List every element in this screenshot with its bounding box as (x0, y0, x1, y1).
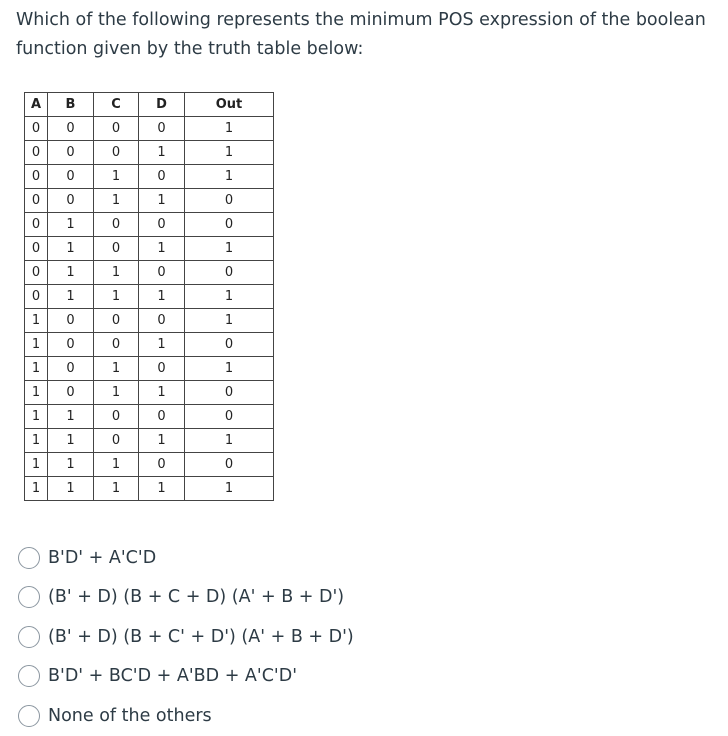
header-c: C (94, 93, 139, 117)
table-cell: 0 (48, 189, 94, 213)
answer-option-label[interactable]: B'D' + BC'D + A'BD + A'C'D' (48, 666, 298, 687)
table-cell: 1 (25, 309, 48, 333)
table-cell: 1 (25, 453, 48, 477)
table-row (25, 333, 274, 357)
table-cell: 0 (94, 237, 139, 261)
table-cell: 1 (185, 429, 274, 453)
header-b: B (48, 93, 94, 117)
table-cell: 1 (94, 261, 139, 285)
table-cell: 0 (94, 429, 139, 453)
table-cell: 1 (48, 453, 94, 477)
table-cell: 1 (25, 477, 48, 501)
answer-option-label[interactable]: (B' + D) (B + C' + D') (A' + B + D') (48, 626, 354, 647)
radio-button[interactable] (18, 547, 40, 569)
table-cell: 1 (185, 285, 274, 309)
radio-button[interactable] (18, 626, 40, 648)
table-cell: 1 (139, 237, 185, 261)
table-cell: 1 (94, 477, 139, 501)
table-cell: 1 (94, 189, 139, 213)
truth-table (24, 92, 274, 501)
answer-option[interactable] (18, 657, 354, 697)
table-cell: 0 (25, 141, 48, 165)
table-cell: 1 (94, 165, 139, 189)
table-cell: 1 (25, 381, 48, 405)
table-row (25, 405, 274, 429)
table-row (25, 477, 274, 501)
table-cell: 1 (139, 285, 185, 309)
table-row (25, 309, 274, 333)
table-cell: 0 (139, 405, 185, 429)
table-cell: 0 (48, 141, 94, 165)
table-row (25, 381, 274, 405)
header-a: A (25, 93, 48, 117)
table-cell: 0 (185, 333, 274, 357)
radio-button[interactable] (18, 586, 40, 608)
table-cell: 1 (139, 477, 185, 501)
table-cell: 0 (139, 165, 185, 189)
radio-button[interactable] (18, 705, 40, 727)
table-cell: 1 (185, 165, 274, 189)
table-row (25, 117, 274, 141)
table-cell: 0 (94, 117, 139, 141)
answer-option[interactable] (18, 578, 354, 618)
table-cell: 0 (25, 285, 48, 309)
table-cell: 0 (48, 165, 94, 189)
table-cell: 0 (48, 357, 94, 381)
table-cell: 1 (25, 333, 48, 357)
table-cell: 1 (94, 453, 139, 477)
table-cell: 1 (25, 429, 48, 453)
table-row (25, 453, 274, 477)
table-cell: 0 (185, 261, 274, 285)
table-cell: 1 (48, 261, 94, 285)
table-cell: 1 (48, 405, 94, 429)
table-cell: 1 (139, 381, 185, 405)
table-cell: 0 (94, 309, 139, 333)
answer-option-label[interactable]: (B' + D) (B + C + D) (A' + B + D') (48, 587, 345, 608)
radio-button[interactable] (18, 665, 40, 687)
table-row (25, 261, 274, 285)
table-cell: 0 (185, 213, 274, 237)
table-cell: 1 (139, 141, 185, 165)
table-cell: 0 (48, 117, 94, 141)
answer-option-label[interactable]: B'D' + A'C'D (48, 547, 157, 568)
table-cell: 0 (139, 357, 185, 381)
table-cell: 0 (25, 189, 48, 213)
table-cell: 1 (185, 357, 274, 381)
table-cell: 0 (48, 381, 94, 405)
table-cell: 0 (48, 333, 94, 357)
header-d: D (139, 93, 185, 117)
answer-option[interactable] (18, 538, 354, 578)
table-cell: 0 (94, 213, 139, 237)
table-cell: 0 (185, 405, 274, 429)
table-cell: 1 (185, 117, 274, 141)
table-cell: 0 (185, 453, 274, 477)
answer-options (18, 538, 354, 736)
table-cell: 1 (139, 429, 185, 453)
table-cell: 1 (48, 477, 94, 501)
table-cell: 1 (94, 357, 139, 381)
table-row (25, 285, 274, 309)
table-cell: 1 (25, 405, 48, 429)
table-row (25, 237, 274, 261)
table-cell: 0 (139, 309, 185, 333)
table-cell: 1 (94, 381, 139, 405)
table-header-row (25, 93, 274, 117)
header-out: Out (185, 93, 274, 117)
table-cell: 0 (48, 309, 94, 333)
table-cell: 0 (94, 405, 139, 429)
table-cell: 0 (185, 381, 274, 405)
table-row (25, 357, 274, 381)
table-cell: 1 (185, 477, 274, 501)
table-cell: 0 (25, 117, 48, 141)
question-text: Which of the following represents the minimum POS expression of the boolean function given by the truth table below: (16, 10, 706, 59)
table-cell: 1 (139, 189, 185, 213)
table-cell: 0 (139, 117, 185, 141)
table-cell: 1 (48, 237, 94, 261)
table-row (25, 429, 274, 453)
table-cell: 1 (185, 309, 274, 333)
table-cell: 0 (25, 213, 48, 237)
table-cell: 1 (48, 213, 94, 237)
table-cell: 0 (25, 237, 48, 261)
table-cell: 0 (139, 261, 185, 285)
table-cell: 0 (94, 141, 139, 165)
table-cell: 0 (94, 333, 139, 357)
table-cell: 0 (25, 261, 48, 285)
table-cell: 1 (48, 285, 94, 309)
table-row (25, 189, 274, 213)
table-cell: 1 (25, 357, 48, 381)
table-row (25, 165, 274, 189)
table-cell: 0 (185, 189, 274, 213)
table-body (25, 117, 274, 501)
table-cell: 0 (139, 453, 185, 477)
table-cell: 1 (139, 333, 185, 357)
table-cell: 1 (94, 285, 139, 309)
table-cell: 0 (139, 213, 185, 237)
table-row (25, 213, 274, 237)
table-cell: 0 (25, 165, 48, 189)
table-row (25, 141, 274, 165)
table-cell: 1 (185, 141, 274, 165)
table-cell: 1 (48, 429, 94, 453)
table-cell: 1 (185, 237, 274, 261)
answer-option[interactable] (18, 617, 354, 657)
answer-option-label[interactable]: None of the others (48, 705, 212, 726)
